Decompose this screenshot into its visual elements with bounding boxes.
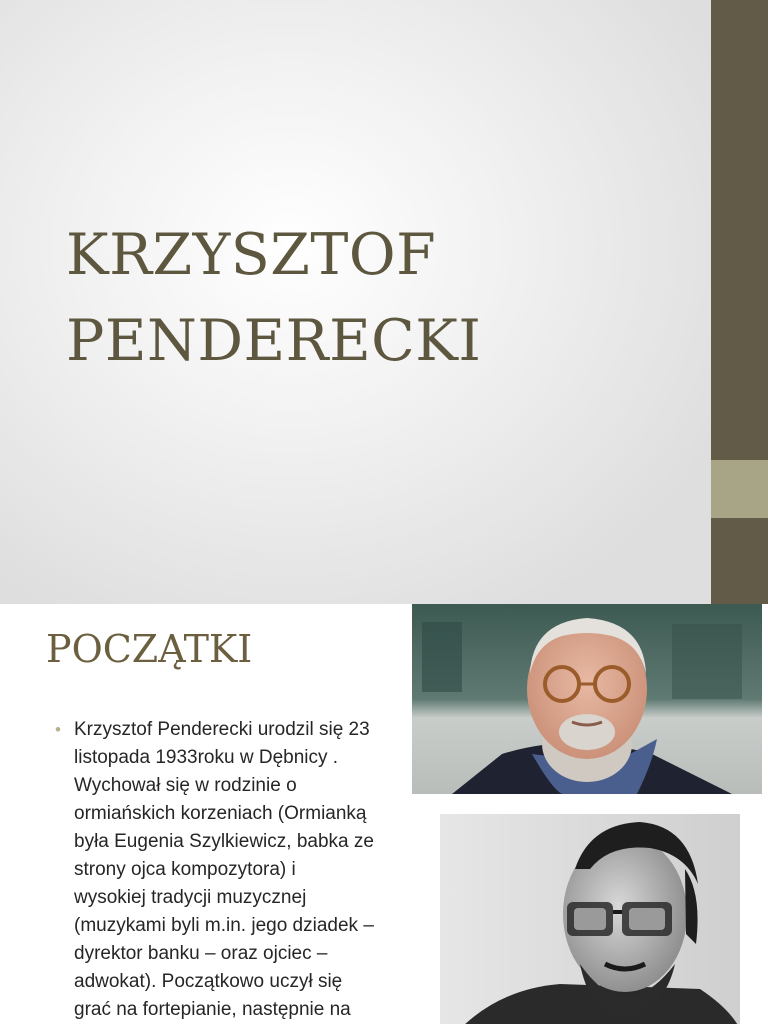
content-slide (0, 604, 768, 1024)
slide-title-line-1: KRZYSZTOF (66, 222, 437, 288)
portrait-photo-color (412, 604, 762, 794)
side-accent-bar-dark-lower (711, 518, 768, 604)
bullet-line: strony ojca kompozytora) i (74, 859, 296, 880)
bullet-line: adwokat). Początkowo uczył się (74, 971, 343, 992)
bullet-line: była Eugenia Szylkiewicz, babka ze (74, 831, 374, 852)
bullet-line: grać na fortepianie, następnie na (74, 999, 351, 1020)
bullet-line: Wychował się w rodzinie o (74, 775, 297, 796)
bullet-line: Krzysztof Penderecki urodzil się 23 (74, 719, 370, 740)
bullet-dot-icon: • (55, 720, 61, 739)
bullet-line: wysokiej tradycji muzycznej (74, 887, 307, 908)
bullet-line: dyrektor banku – oraz ojciec – (74, 943, 328, 964)
bullet-line: ormiańskich korzeniach (Ormianką (74, 803, 367, 824)
bullet-item (54, 716, 424, 1024)
bullet-text (74, 716, 424, 1024)
side-accent-bar-dark (711, 0, 768, 460)
portrait-photo-bw (440, 814, 740, 1024)
section-heading: POCZĄTKI (46, 627, 253, 671)
bullet-line: listopada 1933roku w Dębnicy . (74, 747, 339, 768)
bullet-list (54, 716, 424, 1024)
slide-title (66, 212, 666, 384)
side-accent-bar-light (711, 460, 768, 518)
slide-title-line-2: PENDERECKI (66, 308, 482, 374)
bullet-line: (muzykami byli m.in. jego dziadek – (74, 915, 374, 936)
